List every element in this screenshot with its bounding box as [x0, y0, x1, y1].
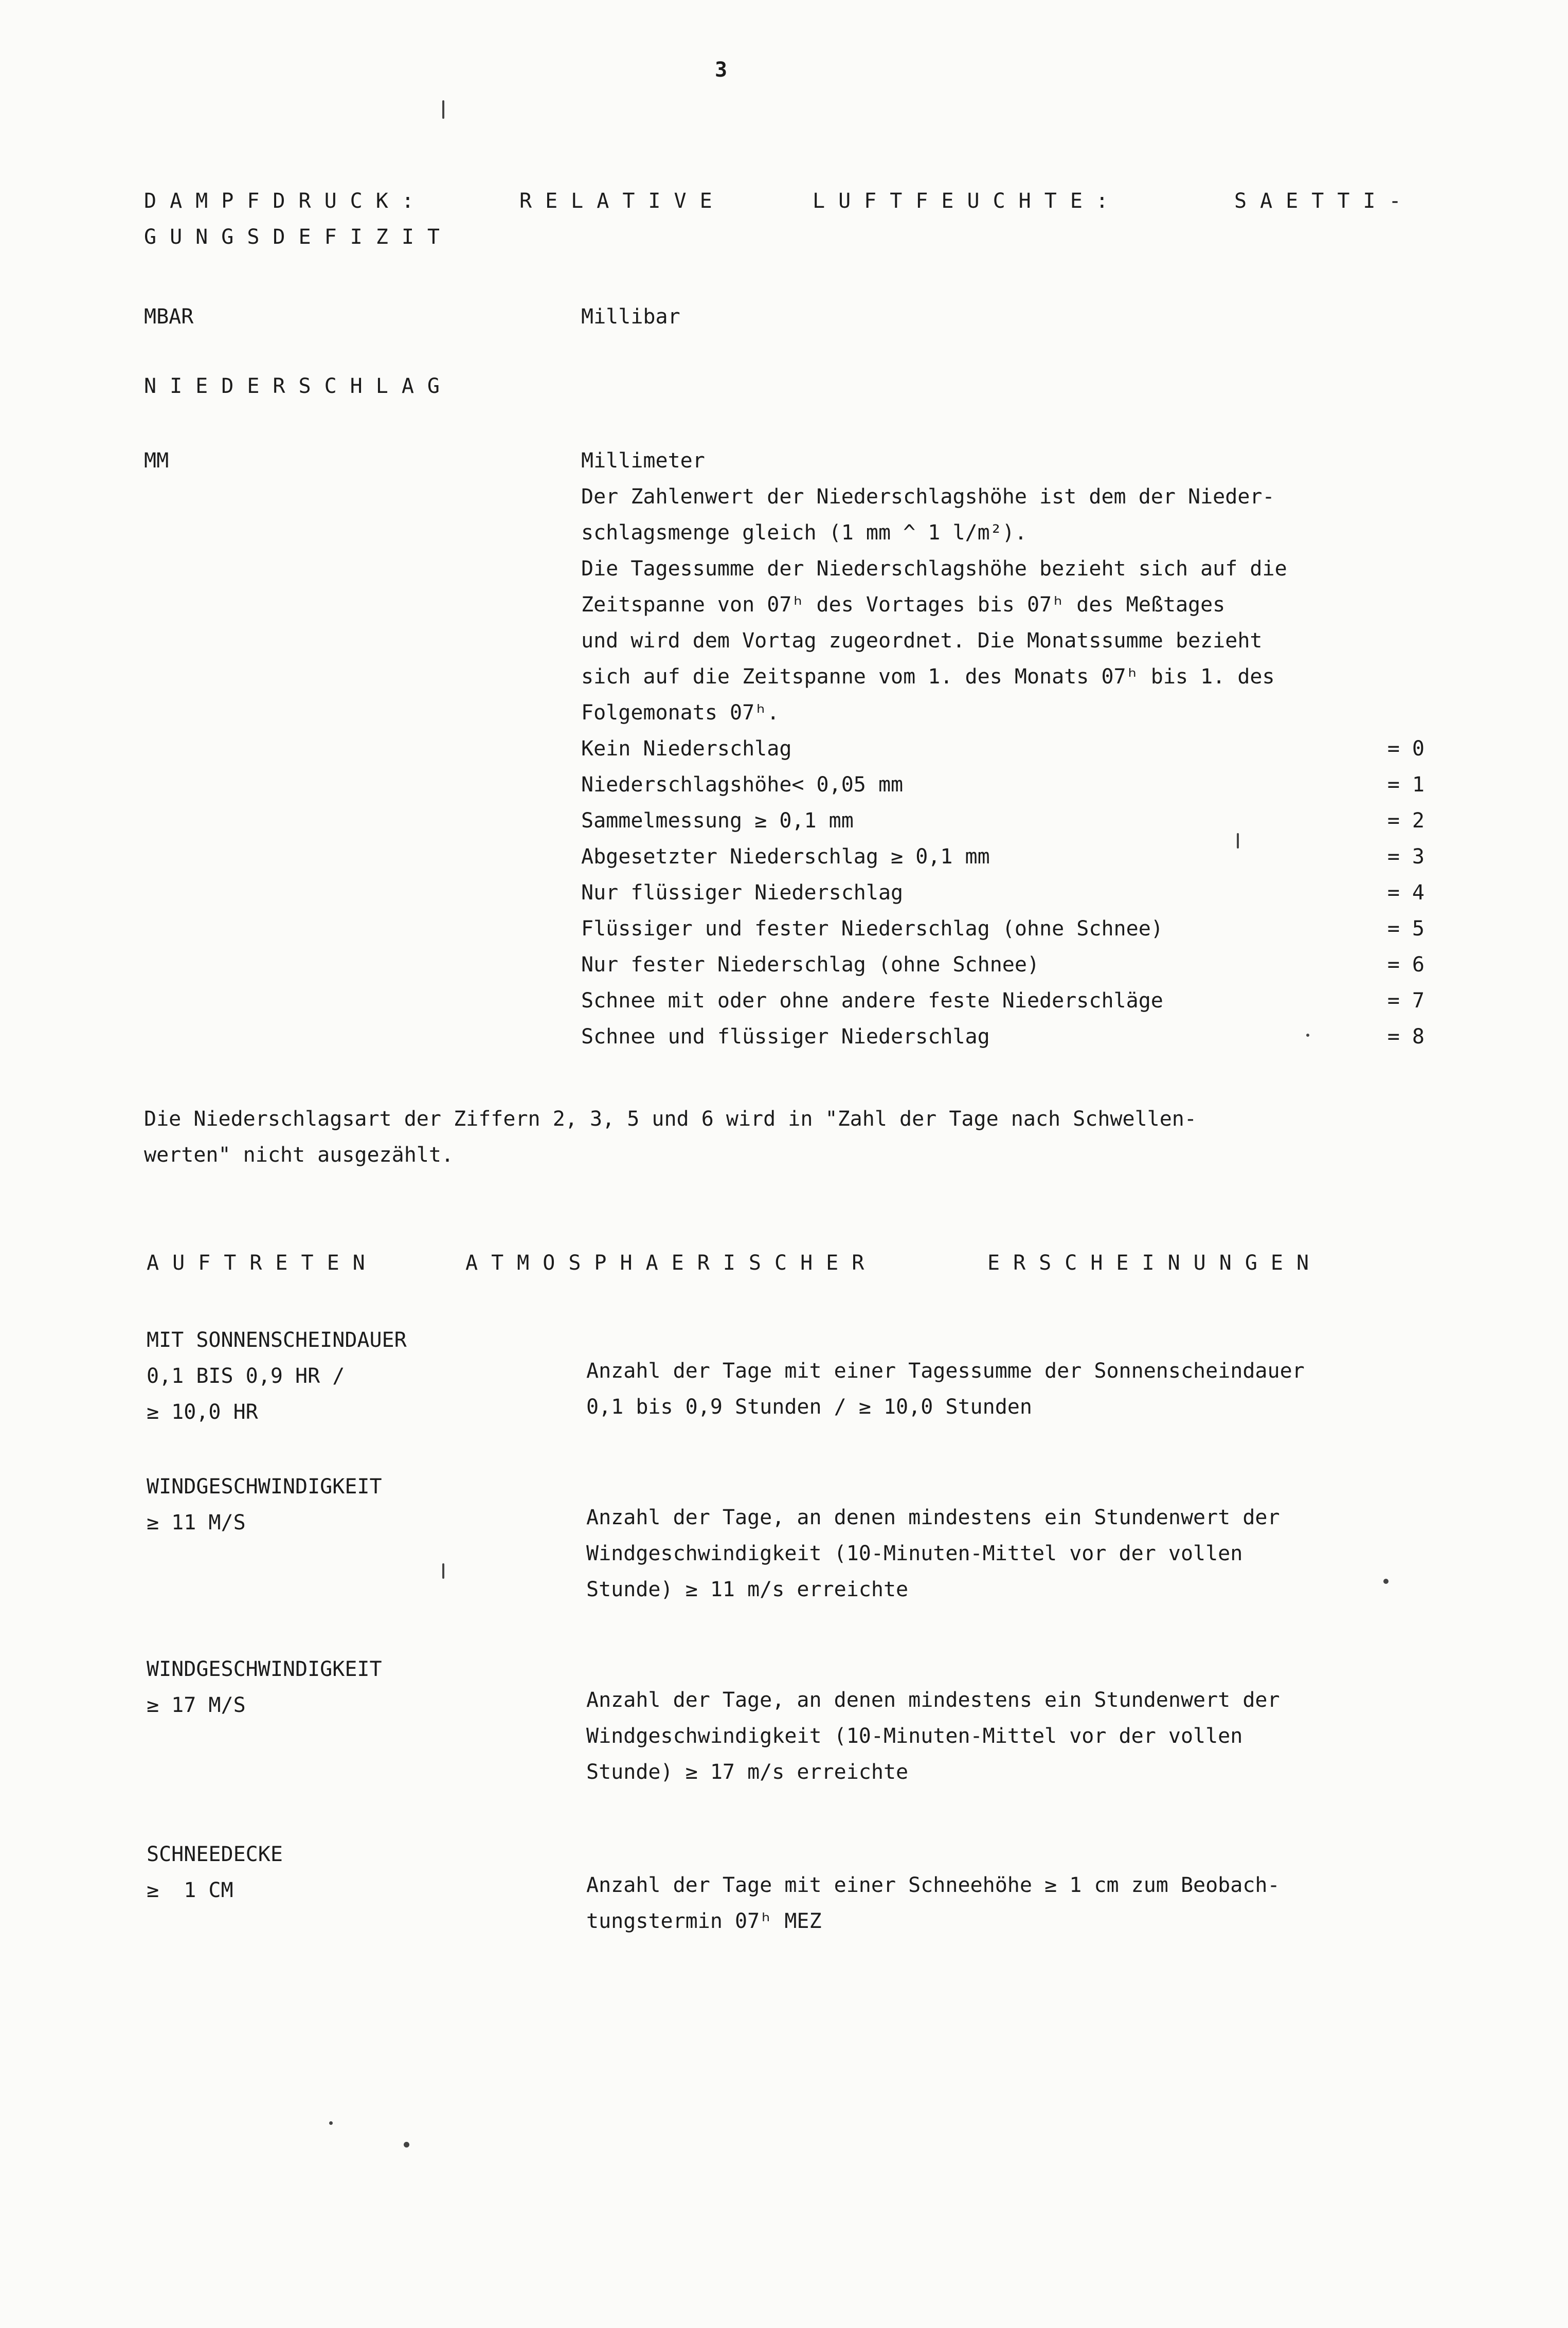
code-value: = 5: [1387, 917, 1425, 941]
code-value: = 0: [1387, 737, 1425, 761]
code-row: [581, 838, 1425, 875]
niederschlag-note-line: Die Niederschlagsart der Ziffern 2, 3, 5 und 6 wird in "Zahl der Tage nach Schwellen-: [144, 1107, 1197, 1131]
header-relative: RELATIVE: [519, 189, 726, 213]
scan-speck: [1306, 1034, 1309, 1037]
code-value: = 1: [1387, 773, 1425, 797]
code-label: Flüssiger und fester Niederschlag (ohne Schnee): [581, 917, 1163, 941]
desc-line: Der Zahlenwert der Niederschlagshöhe ist dem der Nieder-: [581, 485, 1275, 509]
code-value: = 4: [1387, 881, 1425, 905]
entry-desc-line: tungstermin 07ʰ MEZ: [586, 1909, 822, 1933]
desc-line: und wird dem Vortag zugeordnet. Die Monatssumme bezieht: [581, 629, 1263, 653]
code-row: [581, 730, 1425, 767]
desc-line: sich auf die Zeitspanne vom 1. des Monats 07ʰ bis 1. des: [581, 665, 1275, 689]
entry-desc-line: Stunde) ≥ 17 m/s erreichte: [586, 1760, 909, 1784]
code-row: [581, 802, 1425, 839]
niederschlag-note-line: werten" nicht ausgezählt.: [144, 1143, 454, 1167]
mbar-code: MBAR: [144, 305, 194, 329]
entry-desc-line: Anzahl der Tage, an denen mindestens ein Stundenwert der: [586, 1506, 1280, 1529]
entry-code-line: WINDGESCHWINDIGKEIT: [147, 1657, 382, 1681]
mm-code: MM: [144, 449, 169, 473]
mbar-desc: Millibar: [581, 305, 680, 329]
code-row: [581, 946, 1425, 983]
entry-code-line: ≥ 1 CM: [147, 1879, 233, 1902]
desc-line: schlagsmenge gleich (1 mm ^ 1 l/m²).: [581, 521, 1027, 545]
scan-speck: [1383, 1579, 1389, 1584]
code-row: [581, 766, 1425, 803]
entry-code-line: MIT SONNENSCHEINDAUER: [147, 1328, 407, 1352]
scan-speck: [442, 1563, 444, 1579]
entry-code-line: WINDGESCHWINDIGKEIT: [147, 1475, 382, 1499]
scan-speck: [329, 2121, 333, 2125]
entry-desc-line: Windgeschwindigkeit (10-Minuten-Mittel vor der vollen: [586, 1724, 1243, 1748]
code-value: = 7: [1387, 989, 1425, 1013]
code-value: = 3: [1387, 845, 1425, 869]
entry-desc-line: Stunde) ≥ 11 m/s erreichte: [586, 1578, 909, 1601]
code-value: = 2: [1387, 809, 1425, 833]
code-label: Kein Niederschlag: [581, 737, 792, 761]
scan-speck: [404, 2142, 409, 2147]
code-label: Niederschlagshöhe< 0,05 mm: [581, 773, 904, 797]
auftreten-heading-word: AUFTRETEN: [147, 1251, 379, 1275]
header-gungsdefizit: GUNGSDEFIZIT: [144, 225, 453, 249]
entry-desc-line: Windgeschwindigkeit (10-Minuten-Mittel vor der vollen: [586, 1542, 1243, 1565]
header-luftfeuchte: LUFTFEUCHTE:: [813, 189, 1122, 213]
entry-code-line: ≥ 10,0 HR: [147, 1400, 258, 1424]
entry-desc-line: Anzahl der Tage mit einer Tagessumme der Sonnenscheindauer: [586, 1359, 1305, 1383]
entry-code-line: ≥ 11 M/S: [147, 1511, 246, 1535]
code-value: = 6: [1387, 953, 1425, 977]
entry-code-line: 0,1 BIS 0,9 HR /: [147, 1364, 345, 1388]
desc-line: Millimeter: [581, 449, 705, 473]
scan-speck: [442, 100, 444, 119]
code-label: Schnee und flüssiger Niederschlag: [581, 1025, 990, 1049]
code-row: [581, 874, 1425, 911]
scan-speck: [1237, 833, 1239, 849]
entry-desc-line: Anzahl der Tage, an denen mindestens ein Stundenwert der: [586, 1688, 1280, 1712]
entry-desc-line: Anzahl der Tage mit einer Schneehöhe ≥ 1 cm zum Beobach-: [586, 1873, 1280, 1897]
header-dampfdruck: DAMPFDRUCK:: [144, 189, 427, 213]
niederschlag-heading: NIEDERSCHLAG: [144, 374, 453, 398]
code-label: Sammelmessung ≥ 0,1 mm: [581, 809, 854, 833]
auftreten-heading-word: ATMOSPHAERISCHER: [465, 1251, 878, 1275]
desc-line: Folgemonats 07ʰ.: [581, 701, 780, 725]
code-row: [581, 910, 1425, 947]
header-saetti: SAETTI-: [1234, 189, 1415, 213]
entry-code-line: SCHNEEDECKE: [147, 1843, 283, 1866]
desc-line: Zeitspanne von 07ʰ des Vortages bis 07ʰ des Meßtages: [581, 593, 1225, 617]
code-label: Schnee mit oder ohne andere feste Niederschläge: [581, 989, 1163, 1013]
code-value: = 8: [1387, 1025, 1425, 1049]
code-row: [581, 1018, 1425, 1055]
desc-line: Die Tagessumme der Niederschlagshöhe bezieht sich auf die: [581, 557, 1287, 581]
code-label: Nur flüssiger Niederschlag: [581, 881, 904, 905]
auftreten-heading-word: ERSCHEINUNGEN: [987, 1251, 1323, 1275]
entry-desc-line: 0,1 bis 0,9 Stunden / ≥ 10,0 Stunden: [586, 1395, 1032, 1419]
code-label: Nur fester Niederschlag (ohne Schnee): [581, 953, 1040, 977]
entry-code-line: ≥ 17 M/S: [147, 1693, 246, 1717]
code-row: [581, 982, 1425, 1019]
page-number: 3: [715, 58, 728, 82]
code-label: Abgesetzter Niederschlag ≥ 0,1 mm: [581, 845, 990, 869]
